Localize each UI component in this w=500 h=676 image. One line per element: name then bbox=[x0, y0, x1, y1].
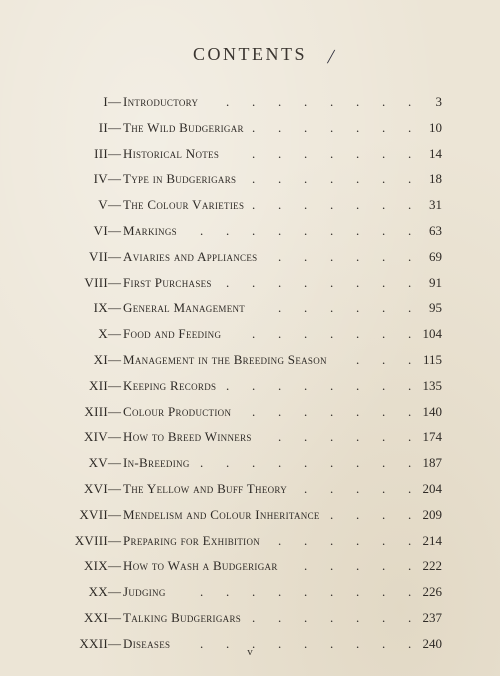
leader-dot: . bbox=[330, 145, 334, 161]
chapter-dash: — bbox=[108, 558, 122, 574]
leader-dot: . bbox=[252, 403, 256, 419]
chapter-title: Judging bbox=[123, 584, 166, 600]
leader-dot: . bbox=[304, 119, 308, 135]
leader-dot: . bbox=[304, 377, 308, 393]
leader-dot: . bbox=[304, 248, 308, 264]
chapter-title: The Wild Budgerigar bbox=[123, 119, 244, 135]
chapter-dash: — bbox=[108, 326, 122, 342]
chapter-dash: — bbox=[108, 532, 122, 548]
toc-entry bbox=[0, 324, 500, 344]
chapter-dash: — bbox=[108, 197, 122, 213]
leader-dot: . bbox=[382, 300, 386, 316]
page-number: 10 bbox=[429, 119, 442, 135]
chapter-dash: — bbox=[108, 145, 122, 161]
chapter-dash: — bbox=[108, 300, 122, 316]
leader-dot: . bbox=[408, 506, 412, 522]
chapter-dash: — bbox=[108, 352, 122, 367]
leader-dot: . bbox=[408, 584, 412, 600]
leader-dot: . bbox=[226, 377, 230, 393]
chapter-title: Type in Budgerigars bbox=[123, 171, 237, 187]
leader-dot: . bbox=[356, 119, 360, 135]
leader-dot: . bbox=[330, 532, 334, 548]
leader-dot: . bbox=[382, 94, 386, 109]
chapter-number: XVI bbox=[83, 481, 108, 496]
leader-dot: . bbox=[408, 635, 412, 651]
leader-dot: . bbox=[382, 584, 386, 600]
chapter-title: Introductory bbox=[123, 94, 199, 109]
leader-dot: . bbox=[330, 326, 334, 342]
chapter-number: V bbox=[98, 197, 108, 213]
chapter-number: VIII bbox=[84, 274, 108, 290]
leader-dot: . bbox=[252, 635, 256, 651]
toc-entry bbox=[0, 350, 500, 370]
leader-dot: . bbox=[304, 223, 308, 238]
leader-dot: . bbox=[226, 94, 230, 109]
leader-dot: . bbox=[278, 223, 282, 238]
toc-entry bbox=[0, 247, 500, 267]
leader-dot: . bbox=[356, 584, 360, 600]
leader-dot: . bbox=[200, 584, 204, 600]
leader-dot: . bbox=[382, 197, 386, 213]
chapter-title: The Colour Varieties bbox=[123, 197, 245, 213]
leader-dot: . bbox=[330, 197, 334, 213]
chapter-title: Preparing for Exhibition bbox=[123, 532, 261, 548]
leader-dot: . bbox=[330, 558, 334, 574]
leader-dot: . bbox=[226, 635, 230, 651]
toc-entry bbox=[0, 608, 500, 628]
chapter-number: XVIII bbox=[74, 532, 108, 548]
chapter-dash: — bbox=[108, 94, 122, 109]
leader-dot: . bbox=[356, 197, 360, 213]
chapter-number: IX bbox=[93, 300, 108, 316]
leader-dot: . bbox=[382, 532, 386, 548]
leader-dot: . bbox=[226, 274, 230, 290]
leader-dot: . bbox=[382, 377, 386, 393]
leader-dot: . bbox=[408, 326, 412, 342]
leader-dot: . bbox=[382, 610, 386, 625]
leader-dot: . bbox=[330, 248, 334, 264]
chapter-dash: — bbox=[108, 377, 122, 393]
leader-dot: . bbox=[278, 171, 282, 187]
chapter-dash: — bbox=[108, 610, 122, 625]
leader-dot: . bbox=[200, 223, 204, 238]
toc-entry bbox=[0, 273, 500, 293]
leader-dot: . bbox=[330, 171, 334, 187]
leader-dot: . bbox=[408, 94, 412, 109]
leader-dot: . bbox=[356, 223, 360, 238]
leader-dot: . bbox=[304, 274, 308, 290]
leader-dot: . bbox=[304, 94, 308, 109]
leader-dot: . bbox=[330, 119, 334, 135]
toc-entry bbox=[0, 402, 500, 422]
leader-dot: . bbox=[252, 326, 256, 342]
leader-dot: . bbox=[408, 171, 412, 187]
leader-dot: . bbox=[356, 455, 360, 471]
leader-dot: . bbox=[356, 274, 360, 290]
leader-dot: . bbox=[278, 584, 282, 600]
chapter-title: Colour Production bbox=[123, 403, 232, 419]
handwritten-mark: / bbox=[325, 46, 337, 68]
leader-dot: . bbox=[330, 300, 334, 316]
chapter-dash: — bbox=[108, 171, 122, 187]
leader-dot: . bbox=[408, 558, 412, 574]
leader-dot: . bbox=[304, 558, 308, 574]
leader-dot: . bbox=[226, 455, 230, 471]
leader-dot: . bbox=[226, 223, 230, 238]
page-number: 214 bbox=[422, 532, 442, 548]
leader-dot: . bbox=[408, 429, 412, 445]
leader-dot: . bbox=[408, 352, 412, 367]
leader-dot: . bbox=[278, 94, 282, 109]
chapter-title: Aviaries and Appliances bbox=[123, 248, 258, 264]
leader-dot: . bbox=[252, 274, 256, 290]
chapter-title: Talking Budgerigars bbox=[123, 610, 242, 625]
leader-dot: . bbox=[408, 248, 412, 264]
chapter-title: Management in the Breeding Season bbox=[123, 352, 327, 367]
page-number: 63 bbox=[429, 223, 442, 238]
chapter-dash: — bbox=[108, 403, 122, 419]
chapter-dash: — bbox=[108, 481, 122, 496]
leader-dot: . bbox=[382, 274, 386, 290]
chapter-number: XIV bbox=[83, 429, 108, 445]
leader-dot: . bbox=[330, 635, 334, 651]
chapter-title: How to Breed Winners bbox=[123, 429, 252, 445]
leader-dot: . bbox=[304, 171, 308, 187]
leader-dot: . bbox=[382, 326, 386, 342]
leader-dot: . bbox=[330, 506, 334, 522]
leader-dot: . bbox=[252, 145, 256, 161]
chapter-number: XII bbox=[89, 377, 108, 393]
leader-dot: . bbox=[200, 455, 204, 471]
leader-dot: . bbox=[408, 377, 412, 393]
chapter-dash: — bbox=[108, 455, 122, 471]
chapter-number: XI bbox=[93, 352, 108, 367]
leader-dot: . bbox=[382, 558, 386, 574]
leader-dot: . bbox=[278, 274, 282, 290]
chapter-dash: — bbox=[108, 506, 122, 522]
leader-dot: . bbox=[382, 248, 386, 264]
chapter-number: I bbox=[103, 94, 108, 109]
leader-dot: . bbox=[356, 481, 360, 496]
leader-dot: . bbox=[330, 94, 334, 109]
chapter-dash: — bbox=[108, 429, 122, 445]
leader-dot: . bbox=[278, 429, 282, 445]
leader-dot: . bbox=[356, 171, 360, 187]
leader-dot: . bbox=[356, 377, 360, 393]
leader-dot: . bbox=[356, 300, 360, 316]
leader-dot: . bbox=[408, 145, 412, 161]
leader-dot: . bbox=[330, 223, 334, 238]
leader-dot: . bbox=[356, 94, 360, 109]
leader-dot: . bbox=[408, 403, 412, 419]
page-number: 104 bbox=[422, 326, 442, 342]
leader-dot: . bbox=[408, 532, 412, 548]
toc-entry bbox=[0, 556, 500, 576]
page-number: 226 bbox=[422, 584, 442, 600]
page-number: 3 bbox=[435, 94, 442, 109]
chapter-title: Diseases bbox=[123, 635, 171, 651]
leader-dot: . bbox=[330, 377, 334, 393]
leader-dot: . bbox=[408, 300, 412, 316]
toc-entry bbox=[0, 144, 500, 164]
leader-dot: . bbox=[304, 455, 308, 471]
leader-dot: . bbox=[278, 248, 282, 264]
leader-dot: . bbox=[252, 171, 256, 187]
leader-dot: . bbox=[356, 532, 360, 548]
leader-dot: . bbox=[356, 558, 360, 574]
page-number: 204 bbox=[422, 481, 442, 496]
toc-entry bbox=[0, 479, 500, 499]
leader-dot: . bbox=[252, 119, 256, 135]
leader-dot: . bbox=[408, 223, 412, 238]
leader-dot: . bbox=[278, 532, 282, 548]
leader-dot: . bbox=[252, 197, 256, 213]
chapter-number: XV bbox=[88, 455, 108, 471]
leader-dot: . bbox=[304, 403, 308, 419]
leader-dot: . bbox=[408, 119, 412, 135]
leader-dot: . bbox=[356, 145, 360, 161]
leader-dot: . bbox=[304, 610, 308, 625]
toc-entry bbox=[0, 453, 500, 473]
leader-dot: . bbox=[356, 403, 360, 419]
leader-dot: . bbox=[252, 223, 256, 238]
chapter-title: Mendelism and Colour Inheritance bbox=[123, 506, 320, 522]
leader-dot: . bbox=[252, 377, 256, 393]
page-number: 240 bbox=[422, 635, 442, 651]
leader-dot: . bbox=[382, 429, 386, 445]
leader-dot: . bbox=[278, 326, 282, 342]
page-number: 115 bbox=[422, 352, 442, 367]
leader-dot: . bbox=[252, 584, 256, 600]
leader-dot: . bbox=[278, 119, 282, 135]
leader-dot: . bbox=[382, 145, 386, 161]
chapter-dash: — bbox=[108, 248, 122, 264]
leader-dot: . bbox=[382, 455, 386, 471]
toc-entry bbox=[0, 298, 500, 318]
leader-dot: . bbox=[356, 352, 360, 367]
chapter-title: General Management bbox=[123, 300, 246, 316]
page-number: 69 bbox=[429, 248, 442, 264]
leader-dot: . bbox=[356, 248, 360, 264]
page-number: 91 bbox=[429, 274, 442, 290]
leader-dot: . bbox=[278, 145, 282, 161]
leader-dot: . bbox=[382, 635, 386, 651]
toc-entry bbox=[0, 531, 500, 551]
leader-dot: . bbox=[330, 455, 334, 471]
leader-dot: . bbox=[304, 326, 308, 342]
toc-entry bbox=[0, 427, 500, 447]
chapter-number: XX bbox=[88, 584, 108, 600]
page-number: 31 bbox=[429, 197, 442, 213]
leader-dot: . bbox=[304, 145, 308, 161]
chapter-title: The Yellow and Buff Theory bbox=[123, 481, 288, 496]
leader-dot: . bbox=[226, 584, 230, 600]
leader-dot: . bbox=[356, 429, 360, 445]
toc-entry bbox=[0, 118, 500, 138]
leader-dot: . bbox=[382, 223, 386, 238]
chapter-dash: — bbox=[108, 635, 122, 651]
leader-dot: . bbox=[304, 584, 308, 600]
chapter-number: II bbox=[98, 119, 108, 135]
page-number: 237 bbox=[422, 610, 442, 625]
toc-entry bbox=[0, 195, 500, 215]
leader-dot: . bbox=[330, 403, 334, 419]
leader-dot: . bbox=[304, 532, 308, 548]
chapter-dash: — bbox=[108, 119, 122, 135]
chapter-number: IV bbox=[93, 171, 108, 187]
chapter-dash: — bbox=[108, 223, 122, 238]
leader-dot: . bbox=[330, 481, 334, 496]
leader-dot: . bbox=[356, 326, 360, 342]
leader-dot: . bbox=[304, 197, 308, 213]
page-number: 135 bbox=[422, 377, 442, 393]
contents-heading: CONTENTS bbox=[193, 44, 307, 64]
chapter-number: VII bbox=[89, 248, 108, 264]
toc-entry bbox=[0, 582, 500, 602]
leader-dot: . bbox=[252, 94, 256, 109]
leader-dot: . bbox=[278, 635, 282, 651]
toc-entry bbox=[0, 221, 500, 241]
leader-dot: . bbox=[356, 610, 360, 625]
leader-dot: . bbox=[382, 481, 386, 496]
chapter-title: First Purchases bbox=[123, 274, 212, 290]
chapter-number: XIX bbox=[83, 558, 108, 574]
page-number: 18 bbox=[429, 171, 442, 187]
leader-dot: . bbox=[408, 274, 412, 290]
chapter-title: Markings bbox=[123, 223, 177, 238]
leader-dot: . bbox=[304, 481, 308, 496]
leader-dot: . bbox=[278, 300, 282, 316]
page-number: 140 bbox=[422, 403, 442, 419]
toc-entry bbox=[0, 92, 500, 112]
leader-dot: . bbox=[356, 635, 360, 651]
leader-dot: . bbox=[382, 119, 386, 135]
page-folio: v bbox=[247, 646, 253, 658]
leader-dot: . bbox=[382, 352, 386, 367]
chapter-number: XXII bbox=[79, 635, 108, 651]
page-number: 222 bbox=[422, 558, 442, 574]
leader-dot: . bbox=[408, 455, 412, 471]
chapter-number: III bbox=[94, 145, 108, 161]
leader-dot: . bbox=[278, 610, 282, 625]
leader-dot: . bbox=[278, 403, 282, 419]
leader-dot: . bbox=[382, 171, 386, 187]
page-number: 174 bbox=[422, 429, 442, 445]
leader-dot: . bbox=[382, 506, 386, 522]
chapter-number: XIII bbox=[84, 403, 108, 419]
leader-dot: . bbox=[278, 455, 282, 471]
chapter-number: XXI bbox=[83, 610, 108, 625]
toc-entry bbox=[0, 169, 500, 189]
toc-entry bbox=[0, 376, 500, 396]
leader-dot: . bbox=[408, 197, 412, 213]
leader-dot: . bbox=[304, 635, 308, 651]
page-number: 14 bbox=[429, 145, 442, 161]
chapter-dash: — bbox=[108, 274, 122, 290]
chapter-dash: — bbox=[108, 584, 122, 600]
page-number: 187 bbox=[422, 455, 442, 471]
leader-dot: . bbox=[330, 274, 334, 290]
toc-entry bbox=[0, 505, 500, 525]
leader-dot: . bbox=[304, 300, 308, 316]
leader-dot: . bbox=[278, 197, 282, 213]
chapter-number: X bbox=[98, 326, 108, 342]
leader-dot: . bbox=[408, 481, 412, 496]
leader-dot: . bbox=[382, 403, 386, 419]
page-number: 95 bbox=[429, 300, 442, 316]
leader-dot: . bbox=[252, 455, 256, 471]
leader-dot: . bbox=[356, 506, 360, 522]
leader-dot: . bbox=[252, 610, 256, 625]
chapter-title: Keeping Records bbox=[123, 377, 217, 393]
chapter-title: How to Wash a Budgerigar bbox=[123, 558, 278, 574]
chapter-number: VI bbox=[93, 223, 108, 238]
leader-dot: . bbox=[304, 429, 308, 445]
chapter-title: Historical Notes bbox=[123, 145, 220, 161]
page-number: 209 bbox=[422, 506, 442, 522]
leader-dot: . bbox=[330, 610, 334, 625]
leader-dot: . bbox=[330, 429, 334, 445]
leader-dot: . bbox=[330, 584, 334, 600]
chapter-title: In-Breeding bbox=[123, 455, 190, 471]
chapter-number: XVII bbox=[79, 506, 108, 522]
leader-dot: . bbox=[408, 610, 412, 625]
leader-dot: . bbox=[200, 635, 204, 651]
chapter-title: Food and Feeding bbox=[123, 326, 222, 342]
leader-dot: . bbox=[278, 377, 282, 393]
